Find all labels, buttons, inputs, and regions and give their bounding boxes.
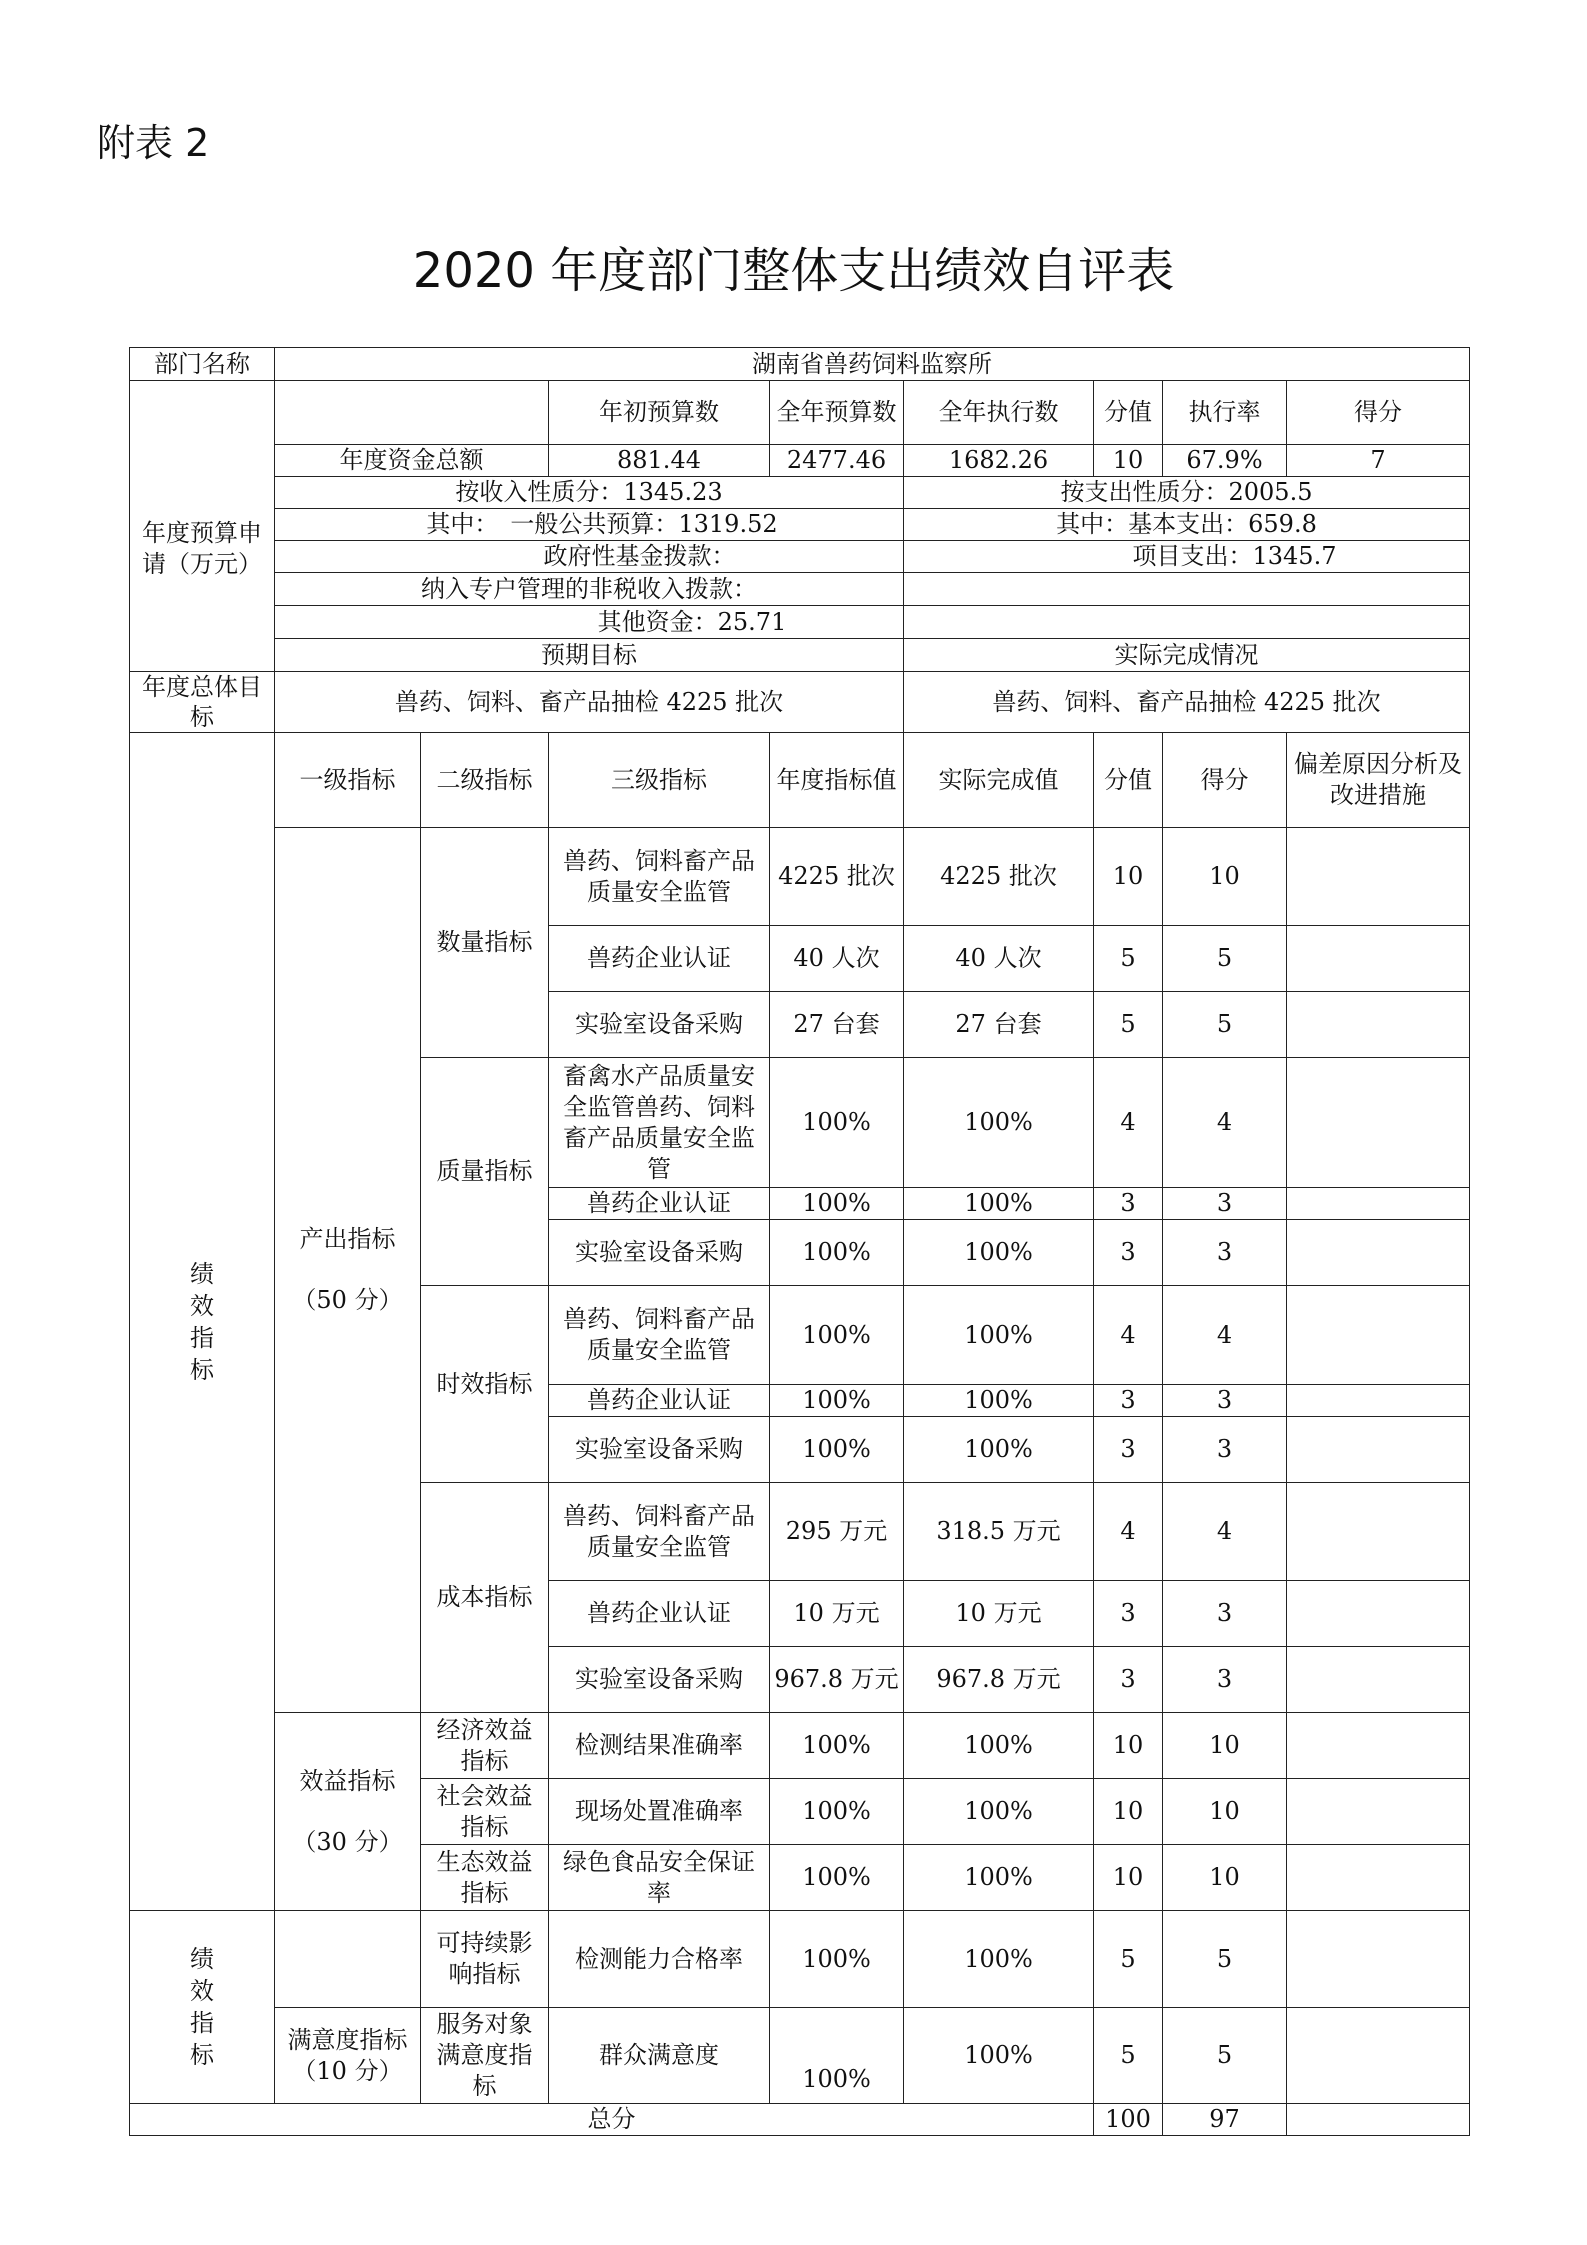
annual-value: 100% bbox=[770, 2008, 904, 2104]
attachment-label: 附表 2 bbox=[97, 121, 210, 165]
score: 3 bbox=[1163, 1385, 1287, 1417]
score: 4 bbox=[1163, 1058, 1287, 1188]
score-value: 4 bbox=[1094, 1286, 1163, 1385]
project-expense: 项目支出：1345.7 bbox=[904, 541, 1470, 573]
annual-value: 100% bbox=[770, 1713, 904, 1779]
page-title: 2020 年度部门整体支出绩效自评表 bbox=[412, 243, 1175, 299]
actual-value: 10 万元 bbox=[904, 1581, 1094, 1647]
actual-value: 967.8 万元 bbox=[904, 1647, 1094, 1713]
general-budget: 其中： 一般公共预算：1319.52 bbox=[275, 509, 904, 541]
indicator-name: 兽药企业认证 bbox=[549, 926, 770, 992]
score: 3 bbox=[1163, 1220, 1287, 1286]
sustain-l1-blank bbox=[275, 1911, 421, 2008]
score: 10 bbox=[1163, 828, 1287, 926]
deviation bbox=[1287, 1779, 1470, 1845]
timeliness-indicator: 时效指标 bbox=[421, 1286, 549, 1483]
indicator-name: 兽药、饲料畜产品质量安全监管 bbox=[549, 828, 770, 926]
score: 3 bbox=[1163, 1581, 1287, 1647]
indicator-name: 兽药企业认证 bbox=[549, 1581, 770, 1647]
perf-header-actual: 实际完成值 bbox=[904, 733, 1094, 828]
score: 10 bbox=[1163, 1713, 1287, 1779]
budget-total-executed: 1682.26 bbox=[904, 445, 1094, 477]
annual-value: 100% bbox=[770, 1845, 904, 1911]
economic-benefit-indicator: 经济效益指标 bbox=[421, 1713, 549, 1779]
actual-value: 100% bbox=[904, 1058, 1094, 1188]
score: 10 bbox=[1163, 1845, 1287, 1911]
other-funds: 其他资金：25.71 bbox=[275, 606, 904, 639]
actual-value: 40 人次 bbox=[904, 926, 1094, 992]
non-tax-income: 纳入专户管理的非税收入拨款： bbox=[275, 573, 904, 606]
perf-section-label: 绩效指标 bbox=[130, 733, 275, 1911]
annual-value: 100% bbox=[770, 1188, 904, 1220]
indicator-name: 兽药企业认证 bbox=[549, 1385, 770, 1417]
perf-header-deviation: 偏差原因分析及改进措施 bbox=[1287, 733, 1470, 828]
dept-name: 湖南省兽药饲料监察所 bbox=[275, 348, 1470, 381]
deviation bbox=[1287, 828, 1470, 926]
other-funds-blank bbox=[904, 606, 1470, 639]
actual-value: 100% bbox=[904, 1911, 1094, 2008]
by-expense: 按支出性质分：2005.5 bbox=[904, 477, 1470, 509]
perf-header-level3: 三级指标 bbox=[549, 733, 770, 828]
annual-value: 100% bbox=[770, 1286, 904, 1385]
score: 5 bbox=[1163, 926, 1287, 992]
score: 3 bbox=[1163, 1188, 1287, 1220]
actual-value: 100% bbox=[904, 2008, 1094, 2104]
goal-label: 年度总体目标 bbox=[130, 672, 275, 733]
indicator-name: 检测结果准确率 bbox=[549, 1713, 770, 1779]
actual-value: 4225 批次 bbox=[904, 828, 1094, 926]
actual-value: 100% bbox=[904, 1779, 1094, 1845]
deviation bbox=[1287, 1220, 1470, 1286]
budget-header-executed: 全年执行数 bbox=[904, 381, 1094, 445]
dept-label: 部门名称 bbox=[130, 348, 275, 381]
budget-total-label: 年度资金总额 bbox=[275, 445, 549, 477]
budget-total-exec-rate: 67.9% bbox=[1163, 445, 1287, 477]
budget-section-label: 年度预算申请（万元） bbox=[130, 381, 275, 672]
annual-value: 967.8 万元 bbox=[770, 1647, 904, 1713]
perf-header-score: 得分 bbox=[1163, 733, 1287, 828]
actual-value: 27 台套 bbox=[904, 992, 1094, 1058]
budget-header-initial: 年初预算数 bbox=[549, 381, 770, 445]
deviation bbox=[1287, 1483, 1470, 1581]
score-value: 3 bbox=[1094, 1647, 1163, 1713]
actual-value: 318.5 万元 bbox=[904, 1483, 1094, 1581]
score-value: 3 bbox=[1094, 1188, 1163, 1220]
deviation bbox=[1287, 1286, 1470, 1385]
score-value: 3 bbox=[1094, 1581, 1163, 1647]
non-tax-blank bbox=[904, 573, 1470, 606]
indicator-name: 群众满意度 bbox=[549, 2008, 770, 2104]
score-value: 4 bbox=[1094, 1483, 1163, 1581]
cost-indicator: 成本指标 bbox=[421, 1483, 549, 1713]
perf-header-level1: 一级指标 bbox=[275, 733, 421, 828]
actual-goal: 兽药、饲料、畜产品抽检 4225 批次 bbox=[904, 672, 1470, 733]
total-label: 总分 bbox=[130, 2104, 1094, 2136]
deviation bbox=[1287, 992, 1470, 1058]
score-value: 4 bbox=[1094, 1058, 1163, 1188]
deviation bbox=[1287, 1845, 1470, 1911]
annual-value: 100% bbox=[770, 1911, 904, 2008]
output-indicator: 产出指标 （50 分） bbox=[275, 828, 421, 1713]
indicator-name: 实验室设备采购 bbox=[549, 1647, 770, 1713]
score-value: 10 bbox=[1094, 828, 1163, 926]
deviation bbox=[1287, 1581, 1470, 1647]
quantity-indicator: 数量指标 bbox=[421, 828, 549, 1058]
total-score: 97 bbox=[1163, 2104, 1287, 2136]
eco-benefit-indicator: 生态效益指标 bbox=[421, 1845, 549, 1911]
annual-value: 100% bbox=[770, 1417, 904, 1483]
budget-total-initial: 881.44 bbox=[549, 445, 770, 477]
perf-header-annual: 年度指标值 bbox=[770, 733, 904, 828]
budget-total-score-value: 10 bbox=[1094, 445, 1163, 477]
score-value: 3 bbox=[1094, 1417, 1163, 1483]
score: 3 bbox=[1163, 1417, 1287, 1483]
deviation bbox=[1287, 2008, 1470, 2104]
annual-value: 295 万元 bbox=[770, 1483, 904, 1581]
actual-value: 100% bbox=[904, 1220, 1094, 1286]
annual-value: 100% bbox=[770, 1779, 904, 1845]
by-income: 按收入性质分：1345.23 bbox=[275, 477, 904, 509]
indicator-name: 检测能力合格率 bbox=[549, 1911, 770, 2008]
deviation bbox=[1287, 1713, 1470, 1779]
annual-value: 4225 批次 bbox=[770, 828, 904, 926]
deviation bbox=[1287, 1058, 1470, 1188]
indicator-name: 实验室设备采购 bbox=[549, 1417, 770, 1483]
basic-expense: 其中：基本支出：659.8 bbox=[904, 509, 1470, 541]
actual-value: 100% bbox=[904, 1188, 1094, 1220]
score: 4 bbox=[1163, 1483, 1287, 1581]
expected-goal-header: 预期目标 bbox=[275, 639, 904, 672]
indicator-name: 现场处置准确率 bbox=[549, 1779, 770, 1845]
annual-value: 100% bbox=[770, 1385, 904, 1417]
satisfaction-l2-indicator: 服务对象满意度指标 bbox=[421, 2008, 549, 2104]
perf-header-score-value: 分值 bbox=[1094, 733, 1163, 828]
score-value: 10 bbox=[1094, 1713, 1163, 1779]
actual-value: 100% bbox=[904, 1713, 1094, 1779]
score-value: 5 bbox=[1094, 1911, 1163, 2008]
indicator-name: 实验室设备采购 bbox=[549, 1220, 770, 1286]
indicator-name: 兽药企业认证 bbox=[549, 1188, 770, 1220]
actual-goal-header: 实际完成情况 bbox=[904, 639, 1470, 672]
score-value: 5 bbox=[1094, 926, 1163, 992]
budget-header-score-value: 分值 bbox=[1094, 381, 1163, 445]
score-value: 3 bbox=[1094, 1385, 1163, 1417]
benefit-indicator: 效益指标 （30 分） bbox=[275, 1713, 421, 1911]
annual-value: 27 台套 bbox=[770, 992, 904, 1058]
annual-value: 10 万元 bbox=[770, 1581, 904, 1647]
indicator-name: 实验室设备采购 bbox=[549, 992, 770, 1058]
score-value: 10 bbox=[1094, 1845, 1163, 1911]
annual-value: 100% bbox=[770, 1220, 904, 1286]
deviation bbox=[1287, 1188, 1470, 1220]
budget-total-full-year: 2477.46 bbox=[770, 445, 904, 477]
score: 4 bbox=[1163, 1286, 1287, 1385]
budget-total-score: 7 bbox=[1287, 445, 1470, 477]
indicator-name: 兽药、饲料畜产品质量安全监管 bbox=[549, 1483, 770, 1581]
total-score-value: 100 bbox=[1094, 2104, 1163, 2136]
gov-fund: 政府性基金拨款： bbox=[275, 541, 904, 573]
actual-value: 100% bbox=[904, 1286, 1094, 1385]
annual-value: 100% bbox=[770, 1058, 904, 1188]
expected-goal: 兽药、饲料、畜产品抽检 4225 批次 bbox=[275, 672, 904, 733]
sustain-indicator: 可持续影响指标 bbox=[421, 1911, 549, 2008]
actual-value: 100% bbox=[904, 1385, 1094, 1417]
budget-header-blank bbox=[275, 381, 549, 445]
actual-value: 100% bbox=[904, 1417, 1094, 1483]
indicator-name: 绿色食品安全保证率 bbox=[549, 1845, 770, 1911]
score-value: 3 bbox=[1094, 1220, 1163, 1286]
deviation bbox=[1287, 1417, 1470, 1483]
annual-value: 40 人次 bbox=[770, 926, 904, 992]
deviation bbox=[1287, 926, 1470, 992]
actual-value: 100% bbox=[904, 1845, 1094, 1911]
perf-section-label-2: 绩效指标 bbox=[130, 1911, 275, 2104]
quality-indicator: 质量指标 bbox=[421, 1058, 549, 1286]
score: 5 bbox=[1163, 1911, 1287, 2008]
deviation bbox=[1287, 1385, 1470, 1417]
perf-header-level2: 二级指标 bbox=[421, 733, 549, 828]
score: 5 bbox=[1163, 2008, 1287, 2104]
social-benefit-indicator: 社会效益指标 bbox=[421, 1779, 549, 1845]
score-value: 5 bbox=[1094, 2008, 1163, 2104]
deviation bbox=[1287, 1647, 1470, 1713]
satisfaction-l1-indicator: 满意度指标 （10 分） bbox=[275, 2008, 421, 2104]
score-value: 10 bbox=[1094, 1779, 1163, 1845]
score: 10 bbox=[1163, 1779, 1287, 1845]
performance-table bbox=[129, 347, 1470, 2136]
score: 5 bbox=[1163, 992, 1287, 1058]
budget-header-score: 得分 bbox=[1287, 381, 1470, 445]
total-deviation bbox=[1287, 2104, 1470, 2136]
indicator-name: 兽药、饲料畜产品质量安全监管 bbox=[549, 1286, 770, 1385]
score: 3 bbox=[1163, 1647, 1287, 1713]
indicator-name: 畜禽水产品质量安全监管兽药、饲料畜产品质量安全监管 bbox=[549, 1058, 770, 1188]
deviation bbox=[1287, 1911, 1470, 2008]
budget-header-full-year: 全年预算数 bbox=[770, 381, 904, 445]
score-value: 5 bbox=[1094, 992, 1163, 1058]
budget-header-exec-rate: 执行率 bbox=[1163, 381, 1287, 445]
